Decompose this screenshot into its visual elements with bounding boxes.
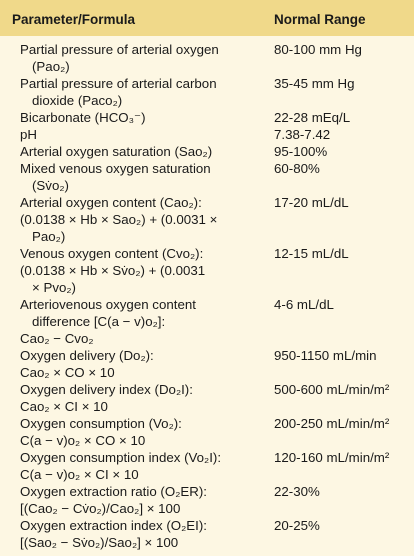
parameter-line: Oxygen delivery index (Do₂I): bbox=[20, 382, 193, 397]
range-cell: 7.38-7.42 bbox=[274, 127, 331, 142]
range-cell: 22-30% bbox=[274, 484, 320, 499]
parameter-cell bbox=[20, 143, 270, 160]
parameter-line: Partial pressure of arterial carbon bbox=[20, 76, 217, 91]
parameter-line: (0.0138 × Hb × Sao₂) + (0.0031 × bbox=[20, 212, 218, 227]
parameter-line: Oxygen consumption index (Vo₂I): bbox=[20, 450, 222, 465]
parameter-line: Oxygen consumption (Vo₂): bbox=[20, 416, 182, 431]
range-cell: 22-28 mEq/L bbox=[274, 110, 351, 125]
parameter-line: × Pvo₂) bbox=[32, 280, 76, 295]
parameter-line: pH bbox=[20, 127, 37, 142]
parameter-cell bbox=[20, 296, 270, 347]
parameter-cell bbox=[20, 347, 270, 381]
range-cell: 4-6 mL/dL bbox=[274, 297, 334, 312]
parameter-line: C(a − v)o₂ × CO × 10 bbox=[20, 433, 146, 448]
range-cell: 950-1150 mL/min bbox=[274, 348, 377, 363]
parameter-line: Oxygen extraction index (O₂EI): bbox=[20, 518, 207, 533]
parameter-line: Arteriovenous oxygen content bbox=[20, 297, 196, 312]
parameter-line: [(Cao₂ − Cv̇o₂)/Cao₂] × 100 bbox=[20, 501, 181, 516]
parameter-line: (Sv̇o₂) bbox=[32, 178, 69, 193]
parameter-cell bbox=[20, 415, 270, 449]
parameter-cell bbox=[20, 381, 270, 415]
range-cell: 12-15 mL/dL bbox=[274, 246, 349, 261]
parameter-line: difference [C(a − v)o₂]: bbox=[32, 314, 166, 329]
parameter-line: (Pao₂) bbox=[32, 59, 70, 74]
range-cell: 80-100 mm Hg bbox=[274, 42, 362, 57]
parameter-cell bbox=[20, 449, 270, 483]
parameter-cell bbox=[20, 517, 270, 551]
parameter-line: Partial pressure of arterial oxygen bbox=[20, 42, 219, 57]
parameter-line: [(Sao₂ − Sv̇o₂)/Sao₂] × 100 bbox=[20, 535, 179, 550]
range-column-header: Normal Range bbox=[274, 12, 366, 27]
parameter-line: Venous oxygen content (Cvo₂): bbox=[20, 246, 204, 261]
parameter-line: Cao₂ − Cvo₂ bbox=[20, 331, 94, 346]
range-cell: 500-600 mL/min/m² bbox=[274, 382, 390, 397]
range-cell: 200-250 mL/min/m² bbox=[274, 416, 390, 431]
parameter-line: Arterial oxygen content (Cao₂): bbox=[20, 195, 202, 210]
parameter-line: dioxide (Paco₂) bbox=[32, 93, 123, 108]
range-cell: 120-160 mL/min/m² bbox=[274, 450, 390, 465]
parameter-cell bbox=[20, 160, 270, 194]
parameter-line: (0.0138 × Hb × Sv̇o₂) + (0.0031 bbox=[20, 263, 206, 278]
parameter-line: Cao₂ × CO × 10 bbox=[20, 365, 115, 380]
parameter-line: Oxygen extraction ratio (O₂ER): bbox=[20, 484, 207, 499]
parameter-line: Bicarbonate (HCO₃⁻) bbox=[20, 110, 146, 125]
parameter-cell bbox=[20, 109, 270, 126]
parameter-cell bbox=[20, 126, 270, 143]
parameter-cell bbox=[20, 41, 270, 75]
parameter-line: Arterial oxygen saturation (Sao₂) bbox=[20, 144, 213, 159]
range-cell: 35-45 mm Hg bbox=[274, 76, 355, 91]
table-header bbox=[0, 0, 414, 36]
range-cell: 17-20 mL/dL bbox=[274, 195, 349, 210]
parameter-line: Oxygen delivery (Do₂): bbox=[20, 348, 154, 363]
parameter-column-header: Parameter/Formula bbox=[12, 12, 136, 27]
parameter-line: Pao₂) bbox=[32, 229, 66, 244]
range-cell: 60-80% bbox=[274, 161, 320, 176]
range-cell: 20-25% bbox=[274, 518, 320, 533]
parameter-line: Mixed venous oxygen saturation bbox=[20, 161, 211, 176]
parameter-line: Cao₂ × CI × 10 bbox=[20, 399, 108, 414]
range-cell: 95-100% bbox=[274, 144, 328, 159]
parameter-cell bbox=[20, 245, 270, 296]
parameter-cell bbox=[20, 194, 270, 245]
parameter-line: C(a − v)o₂ × CI × 10 bbox=[20, 467, 139, 482]
parameter-cell bbox=[20, 483, 270, 517]
parameter-cell bbox=[20, 75, 270, 109]
